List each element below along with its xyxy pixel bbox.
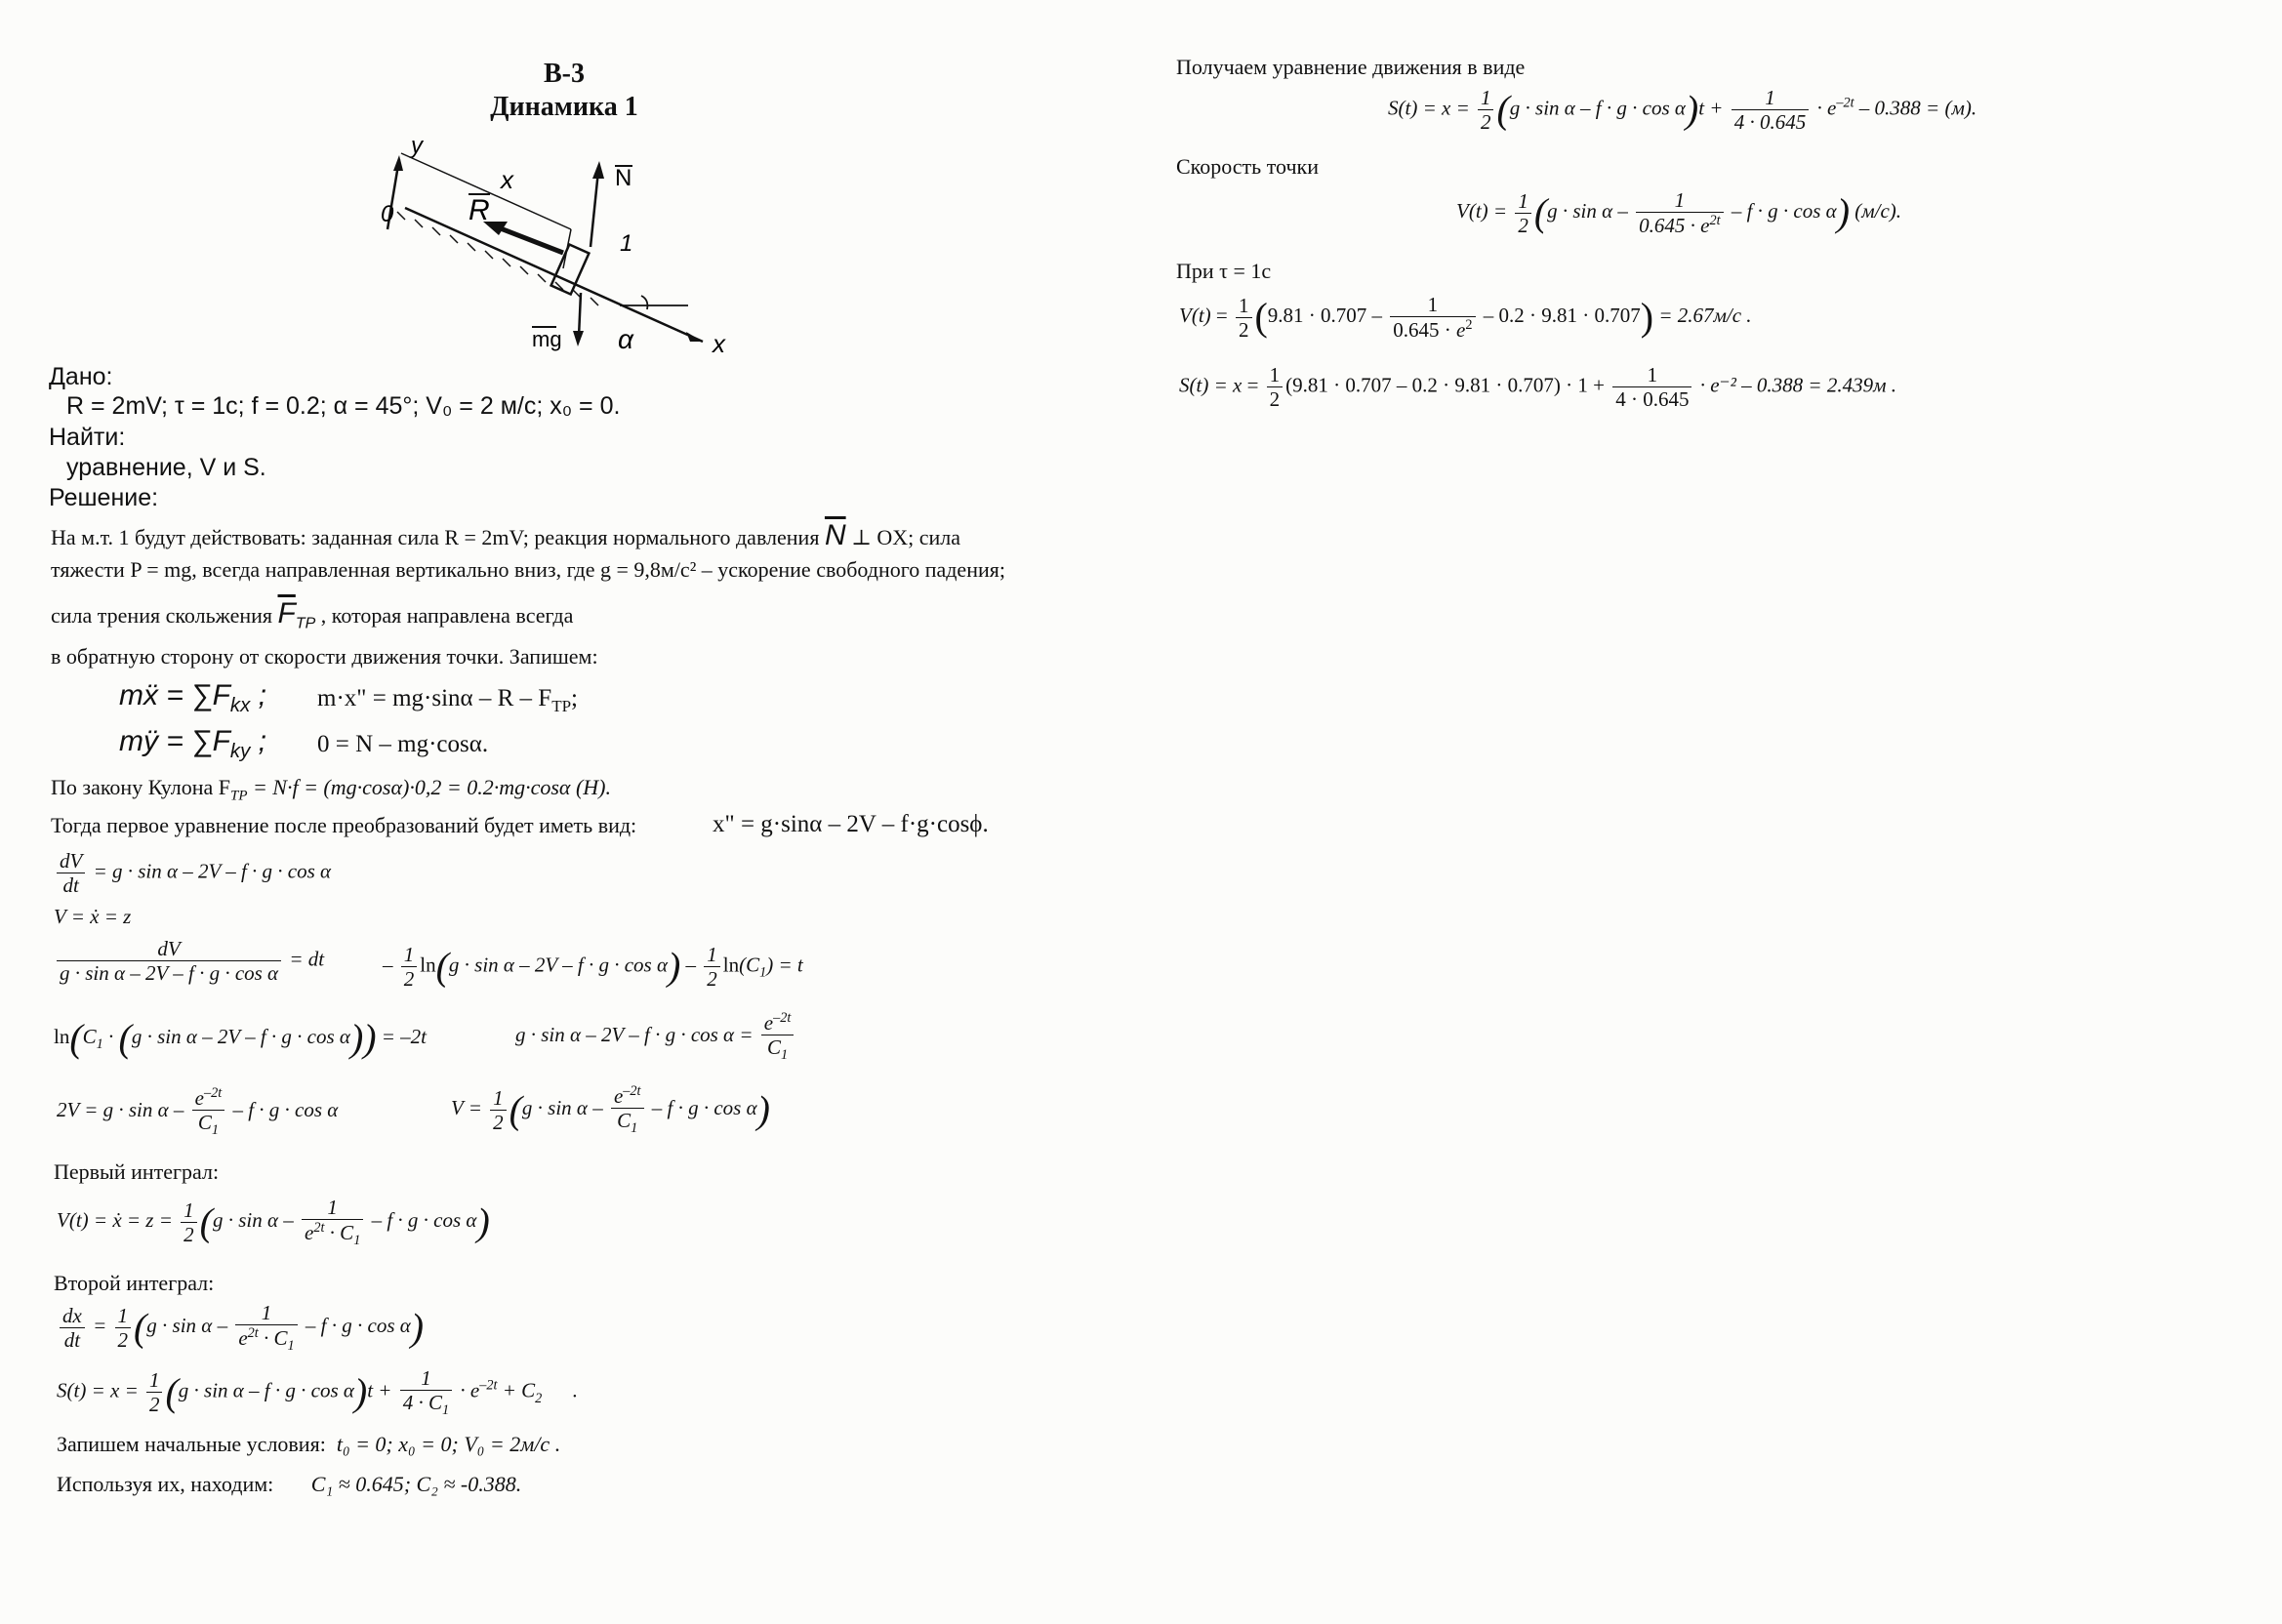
constants-found: Используя их, находим: C₁ ≈ 0.645; C₂ ≈ -0.388. xyxy=(57,1472,522,1496)
diagram-label-y: y xyxy=(411,133,423,159)
p3-f-symbol: $\overline{F}$ xyxy=(277,597,296,629)
second-integral-label: Второй интеграл: xyxy=(54,1271,215,1295)
formula-s-numeric: S(t) = x = $\frac{1}{2}$ (9.81 · 0.707 – 0.2 · 9.81 · 0.707) · 1 + $\frac{1}{4 \cdot 0.645}$ · e⁻² – 0.388 = 2.439м . xyxy=(1179,363,1896,412)
formula-dx-dt: $\frac{dx}{dt}$ = $\frac{1}{2}$ (g · sin α – $\frac{1}{e^{2t} \cdot C_1}$ – f · g · cos α) xyxy=(57,1301,424,1355)
initial-conditions: Запишем начальные условия: t₀ = 0; x₀ = 0; V₀ = 2м/с . xyxy=(57,1432,561,1456)
solution-line-1 xyxy=(51,519,960,553)
eq2-right: 0 = N – mg·cosα. xyxy=(317,731,489,757)
formula-s-general: S(t) = x = $\frac{1}{2}$ (g · sin α – f · g · cos α)t + $\frac{1}{4 \cdot C_1}$ · $e^{-2t} + C_2$ . xyxy=(57,1366,579,1419)
topic-heading: Динамика 1 xyxy=(490,92,638,122)
then-line: Тогда первое уравнение после преобразований будет иметь вид: xyxy=(51,813,637,837)
solution-line-4: в обратную сторону от скорости движения точки. Запишем: xyxy=(51,644,598,669)
diagram-label-mg: mg xyxy=(532,327,562,351)
diagram-label-1: 1 xyxy=(620,230,633,257)
variant-heading: В-3 xyxy=(544,59,585,89)
p1-n-symbol: $\overline{N}$ xyxy=(824,519,846,551)
v-result: = 2.67м/с . xyxy=(1658,303,1752,327)
inclined-plane-diagram xyxy=(376,132,725,358)
coulomb-line: По закону Кулона $F_{ТР} = N\cdot f = (mg\cdot\cos\alpha)\cdot 0,2 = 0.2\cdot mg\cdot\cos\alpha$ (Н). xyxy=(51,775,611,804)
p3-part-b: , которая направлена всегда xyxy=(320,603,574,628)
formula-log-c1: $\ln(C_1 \cdot (g \cdot \sin \alpha - 2V - f \cdot g \cdot \cos \alpha)) = -2t$ xyxy=(54,1016,428,1060)
at-tau-label: При τ = 1с xyxy=(1176,259,1272,283)
s-result: · e⁻² – 0.388 = 2.439м . xyxy=(1699,373,1896,397)
solution-line-2: тяжести P = mg, всегда направленная вертикально вниз, где g = 9,8м/с² – ускорение свободного падения; xyxy=(51,557,1005,582)
diagram-label-x-dist: x xyxy=(501,165,513,194)
diagram-label-o: 0 xyxy=(381,201,394,227)
find-label: Найти: xyxy=(49,424,126,451)
formula-v: V = $\frac{1}{2}$ (g · sin α – $\frac{e^{-2t}}{C_1}$ – f · g · cos α) xyxy=(451,1083,770,1137)
diagram-label-alpha: α xyxy=(618,324,633,354)
speed-label: Скорость точки xyxy=(1176,154,1319,179)
p3-part-a: сила трения скольжения xyxy=(51,603,272,628)
solution-label: Решение: xyxy=(49,484,159,511)
formula-v-numeric: V(t) = $\frac{1}{2}$ (9.81 · 0.707 – $\frac{1}{0.645 \cdot e^2}$ – 0.2 · 9.81 · 0.707) = 2.67м/с . xyxy=(1179,293,1752,343)
p1-part-a: На м.т. 1 будут действовать: заданная сила R = 2mV; реакция нормального давления xyxy=(51,525,820,549)
diagram-label-n: N xyxy=(615,165,632,191)
formula-log-integral: – $\frac{1}{2}$ ln(g · sin α – 2V – f · g · cos α) – $\frac{1}{2}$ $\ln(C_1) = t$ xyxy=(383,943,803,992)
p3-f-sub: ТР xyxy=(295,615,316,632)
given-label: Дано: xyxy=(49,363,113,390)
then-equation: x" = g·sinα – 2V – f·g·cosϕ. xyxy=(713,811,989,837)
diagram-label-r: R xyxy=(469,194,490,226)
motion-label: Получаем уравнение движения в виде xyxy=(1176,55,1526,79)
formula-s-motion: S(t) = x = $\frac{1}{2}$ (g · sin α – f · g · cos α)t + $\frac{1}{4 \cdot 0.645}$ · $e^{-2t} - 0.388 = (м)$. xyxy=(1388,86,1977,135)
find-text: уравнение, V и S. xyxy=(66,454,266,481)
formula-exp-form: g · sin α – 2V – f · g · cos α = $\frac{e^{-2t}}{C_1}$ xyxy=(515,1010,796,1064)
given-text: R = 2mV; τ = 1c; f = 0.2; α = 45°; V₀ = 2 м/с; x₀ = 0. xyxy=(66,392,621,420)
formula-dv-dt: $\frac{dV}{dt}$ = g · sin α – 2V – f · g · cos α xyxy=(54,849,331,897)
eq1-left: mẍ = $\sum F_{kx}$ ; xyxy=(119,679,266,716)
eq2-left: mÿ = $\sum F_{ky}$ ; xyxy=(119,725,266,762)
diagram-label-x-axis: x xyxy=(713,329,725,358)
formula-first-integral: V(t) = ẋ = z = $\frac{1}{2}$ (g · sin α – $\frac{1}{e^{2t} \cdot C_1}$ – f · g · cos α) xyxy=(57,1196,490,1249)
solution-line-3 xyxy=(51,597,573,633)
formula-v-speed: V(t) = $\frac{1}{2}$ (g · sin α – $\frac{1}{0.645 \cdot e^{2t}}$ – f · g · cos α) (м/с). xyxy=(1456,188,1902,238)
formula-v-eq-z: V = ẋ = z xyxy=(54,905,132,928)
first-integral-label: Первый интеграл: xyxy=(54,1159,220,1184)
formula-separated: $\frac{dV}{\text{g · sin α – 2V – f · g · cos α}}$ = dt xyxy=(54,937,324,985)
formula-2v: 2V = g · sin α – $\frac{e^{-2t}}{C_1}$ – f · g · cos α xyxy=(57,1085,339,1139)
p1-part-b: ⊥ OX; сила xyxy=(851,525,960,549)
eq1-right: m·x" = $mg\cdot\sin\alpha - R - F_{ТР}$; xyxy=(317,685,578,715)
